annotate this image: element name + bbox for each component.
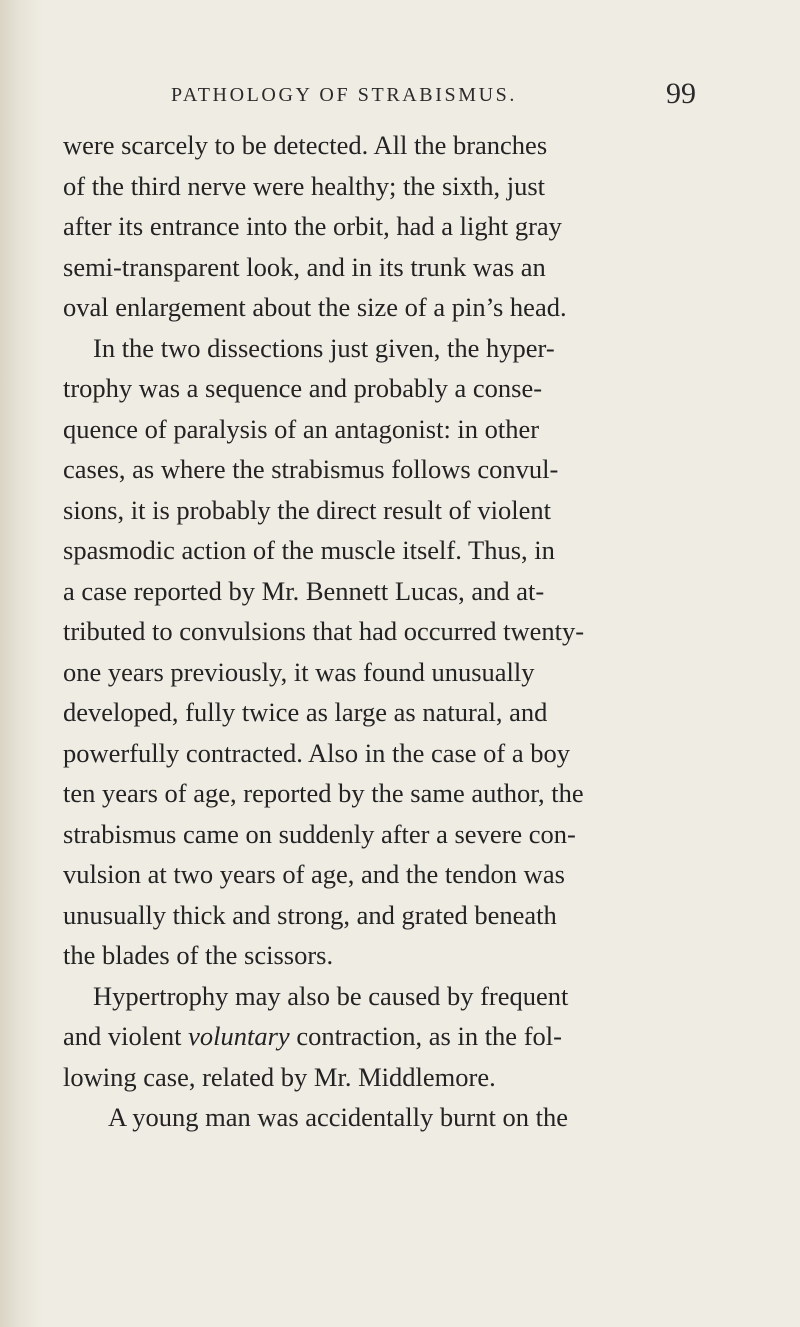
text-line: were scarcely to be detected. All the branches [63, 130, 548, 160]
text-line: strabismus came on suddenly after a severe con- [63, 818, 576, 849]
text-line: semi-transparent look, and in its trunk was an [63, 251, 546, 282]
text-line: powerfully contracted. Also in the case of a boy [63, 737, 571, 768]
text-line: unusually thick and strong, and grated beneath [63, 899, 557, 930]
text-line: developed, fully twice as large as natural, and [63, 697, 548, 727]
binding-gutter [0, 0, 42, 1327]
text-line: the blades of the scissors. [63, 940, 334, 970]
text-line: one years previously, it was found unusually [63, 656, 535, 687]
text-line: tributed to convulsions that had occurred twenty- [63, 616, 585, 646]
page-number: 99 [666, 77, 696, 110]
text-line: cases, as where the strabismus follows convul- [63, 454, 559, 484]
text-run: and violent [63, 1021, 189, 1051]
text-line: of the third nerve were healthy; the sixth, just [63, 170, 546, 201]
running-title: PATHOLOGY OF STRABISMUS. [171, 84, 517, 106]
text-line [63, 1016, 783, 1057]
text-line: A young man was accidentally burnt on the [108, 1102, 568, 1132]
text-line: after its entrance into the orbit, had a light gray [63, 211, 562, 241]
italic-word: voluntary [188, 1021, 290, 1051]
text-line: Hypertrophy may also be caused by frequent [93, 980, 569, 1011]
body-text [63, 125, 783, 1138]
text-line: quence of paralysis of an antagonist: in other [63, 413, 540, 444]
text-line: vulsion at two years of age, and the tendon was [63, 859, 565, 889]
text-line: ten years of age, reported by the same author, the [63, 778, 584, 808]
page-header [0, 78, 800, 112]
text-line: In the two dissections just given, the hyper- [93, 332, 555, 363]
text-line: sions, it is probably the direct result of violent [63, 494, 551, 525]
text-line: oval enlargement about the size of a pin’s head. [63, 292, 567, 322]
text-run: contraction, as in the fol- [289, 1021, 562, 1051]
text-line: trophy was a sequence and probably a conse- [63, 373, 543, 403]
text-line: a case reported by Mr. Bennett Lucas, and at- [63, 575, 545, 606]
text-line: lowing case, related by Mr. Middlemore. [63, 1061, 496, 1092]
text-line: spasmodic action of the muscle itself. Thus, in [63, 535, 555, 565]
